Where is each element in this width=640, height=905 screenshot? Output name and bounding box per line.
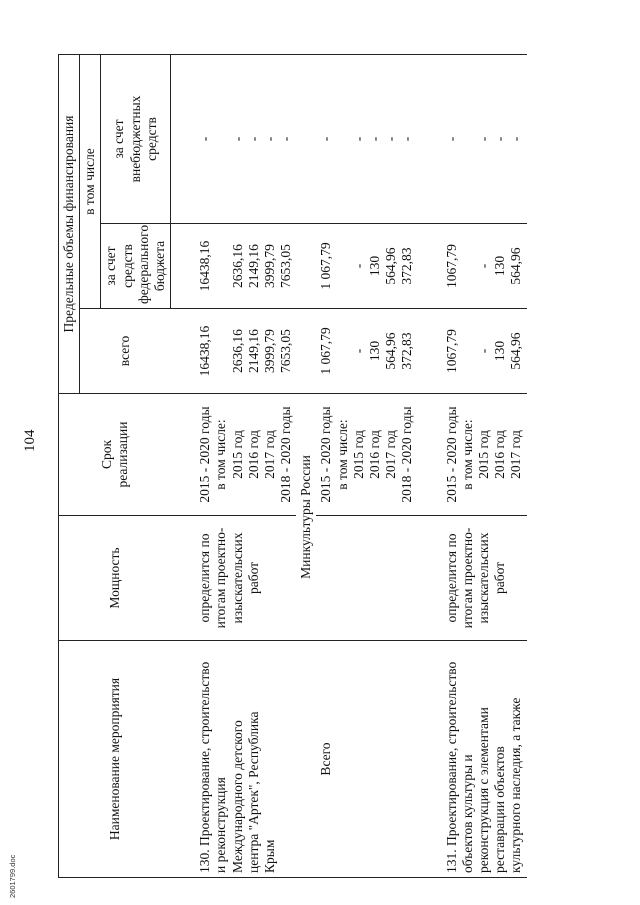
- summary-name: Всего: [316, 641, 417, 878]
- header-term: Срок реализации: [59, 394, 171, 516]
- header-incl: в том числе: [80, 54, 101, 308]
- row-131-term: 2015 - 2020 годы в том числе: 2015 год 2016 год 2017 год: [442, 394, 527, 516]
- row-130-capacity: определится по итогам проектно- изыскательских работ: [195, 516, 296, 641]
- table-row: [442, 54, 527, 877]
- row-130-total: 16438,16 2636,16 2149,16 3999,79 7653,05: [195, 309, 296, 394]
- row-130-federal: 16438,16 2636,16 2149,16 3999,79 7653,05: [195, 224, 296, 309]
- row-130-extra: - - - - -: [195, 54, 296, 223]
- row-130-term: 2015 - 2020 годы в том числе: 2015 год 2016 год 2017 год 2018 - 2020 годы: [195, 394, 296, 516]
- row-130-name: 130. Проектирование, строительство и реконструкция Международного детского центра "Артек", Республика Крым: [195, 641, 296, 878]
- row-131-name: 131. Проектирование, строительство объектов культуры и реконструкция с элементами реставрации объектов культурного наследия, а также: [442, 641, 527, 878]
- row-131-extra: - - - -: [442, 54, 527, 223]
- summary-extra: - - - - -: [316, 54, 417, 223]
- section-heading: Минкультуры России: [296, 394, 316, 641]
- summary-row: [316, 54, 417, 877]
- row-131-total: 1067,79 - 130 564,96: [442, 309, 527, 394]
- header-funding: Предельные объемы финансирования: [59, 54, 80, 393]
- row-131-capacity: определится по итогам проектно- изыскательских работ: [442, 516, 527, 641]
- table-row: [195, 54, 296, 877]
- header-extra: за счет внебюджетных средств: [101, 54, 171, 223]
- funding-table: [58, 54, 527, 878]
- header-total: всего: [80, 309, 171, 394]
- row-131-federal: 1067,79 - 130 564,96: [442, 224, 527, 309]
- summary-term: 2015 - 2020 годы в том числе: 2015 год 2016 год 2017 год 2018 - 2020 годы: [316, 394, 417, 516]
- document-id: 2601799.doc: [8, 854, 17, 898]
- header-capacity: Мощность: [59, 516, 171, 641]
- rotated-table-sheet: [58, 55, 626, 878]
- page-number: 104: [22, 429, 38, 452]
- header-federal: за счет средств федерального бюджета: [101, 224, 171, 309]
- header-name: Наименование мероприятия: [59, 641, 171, 878]
- section-row: [296, 54, 316, 877]
- summary-federal: 1 067,79 - 130 564,96 372,83: [316, 224, 417, 309]
- summary-total: 1 067,79 - 130 564,96 372,83: [316, 309, 417, 394]
